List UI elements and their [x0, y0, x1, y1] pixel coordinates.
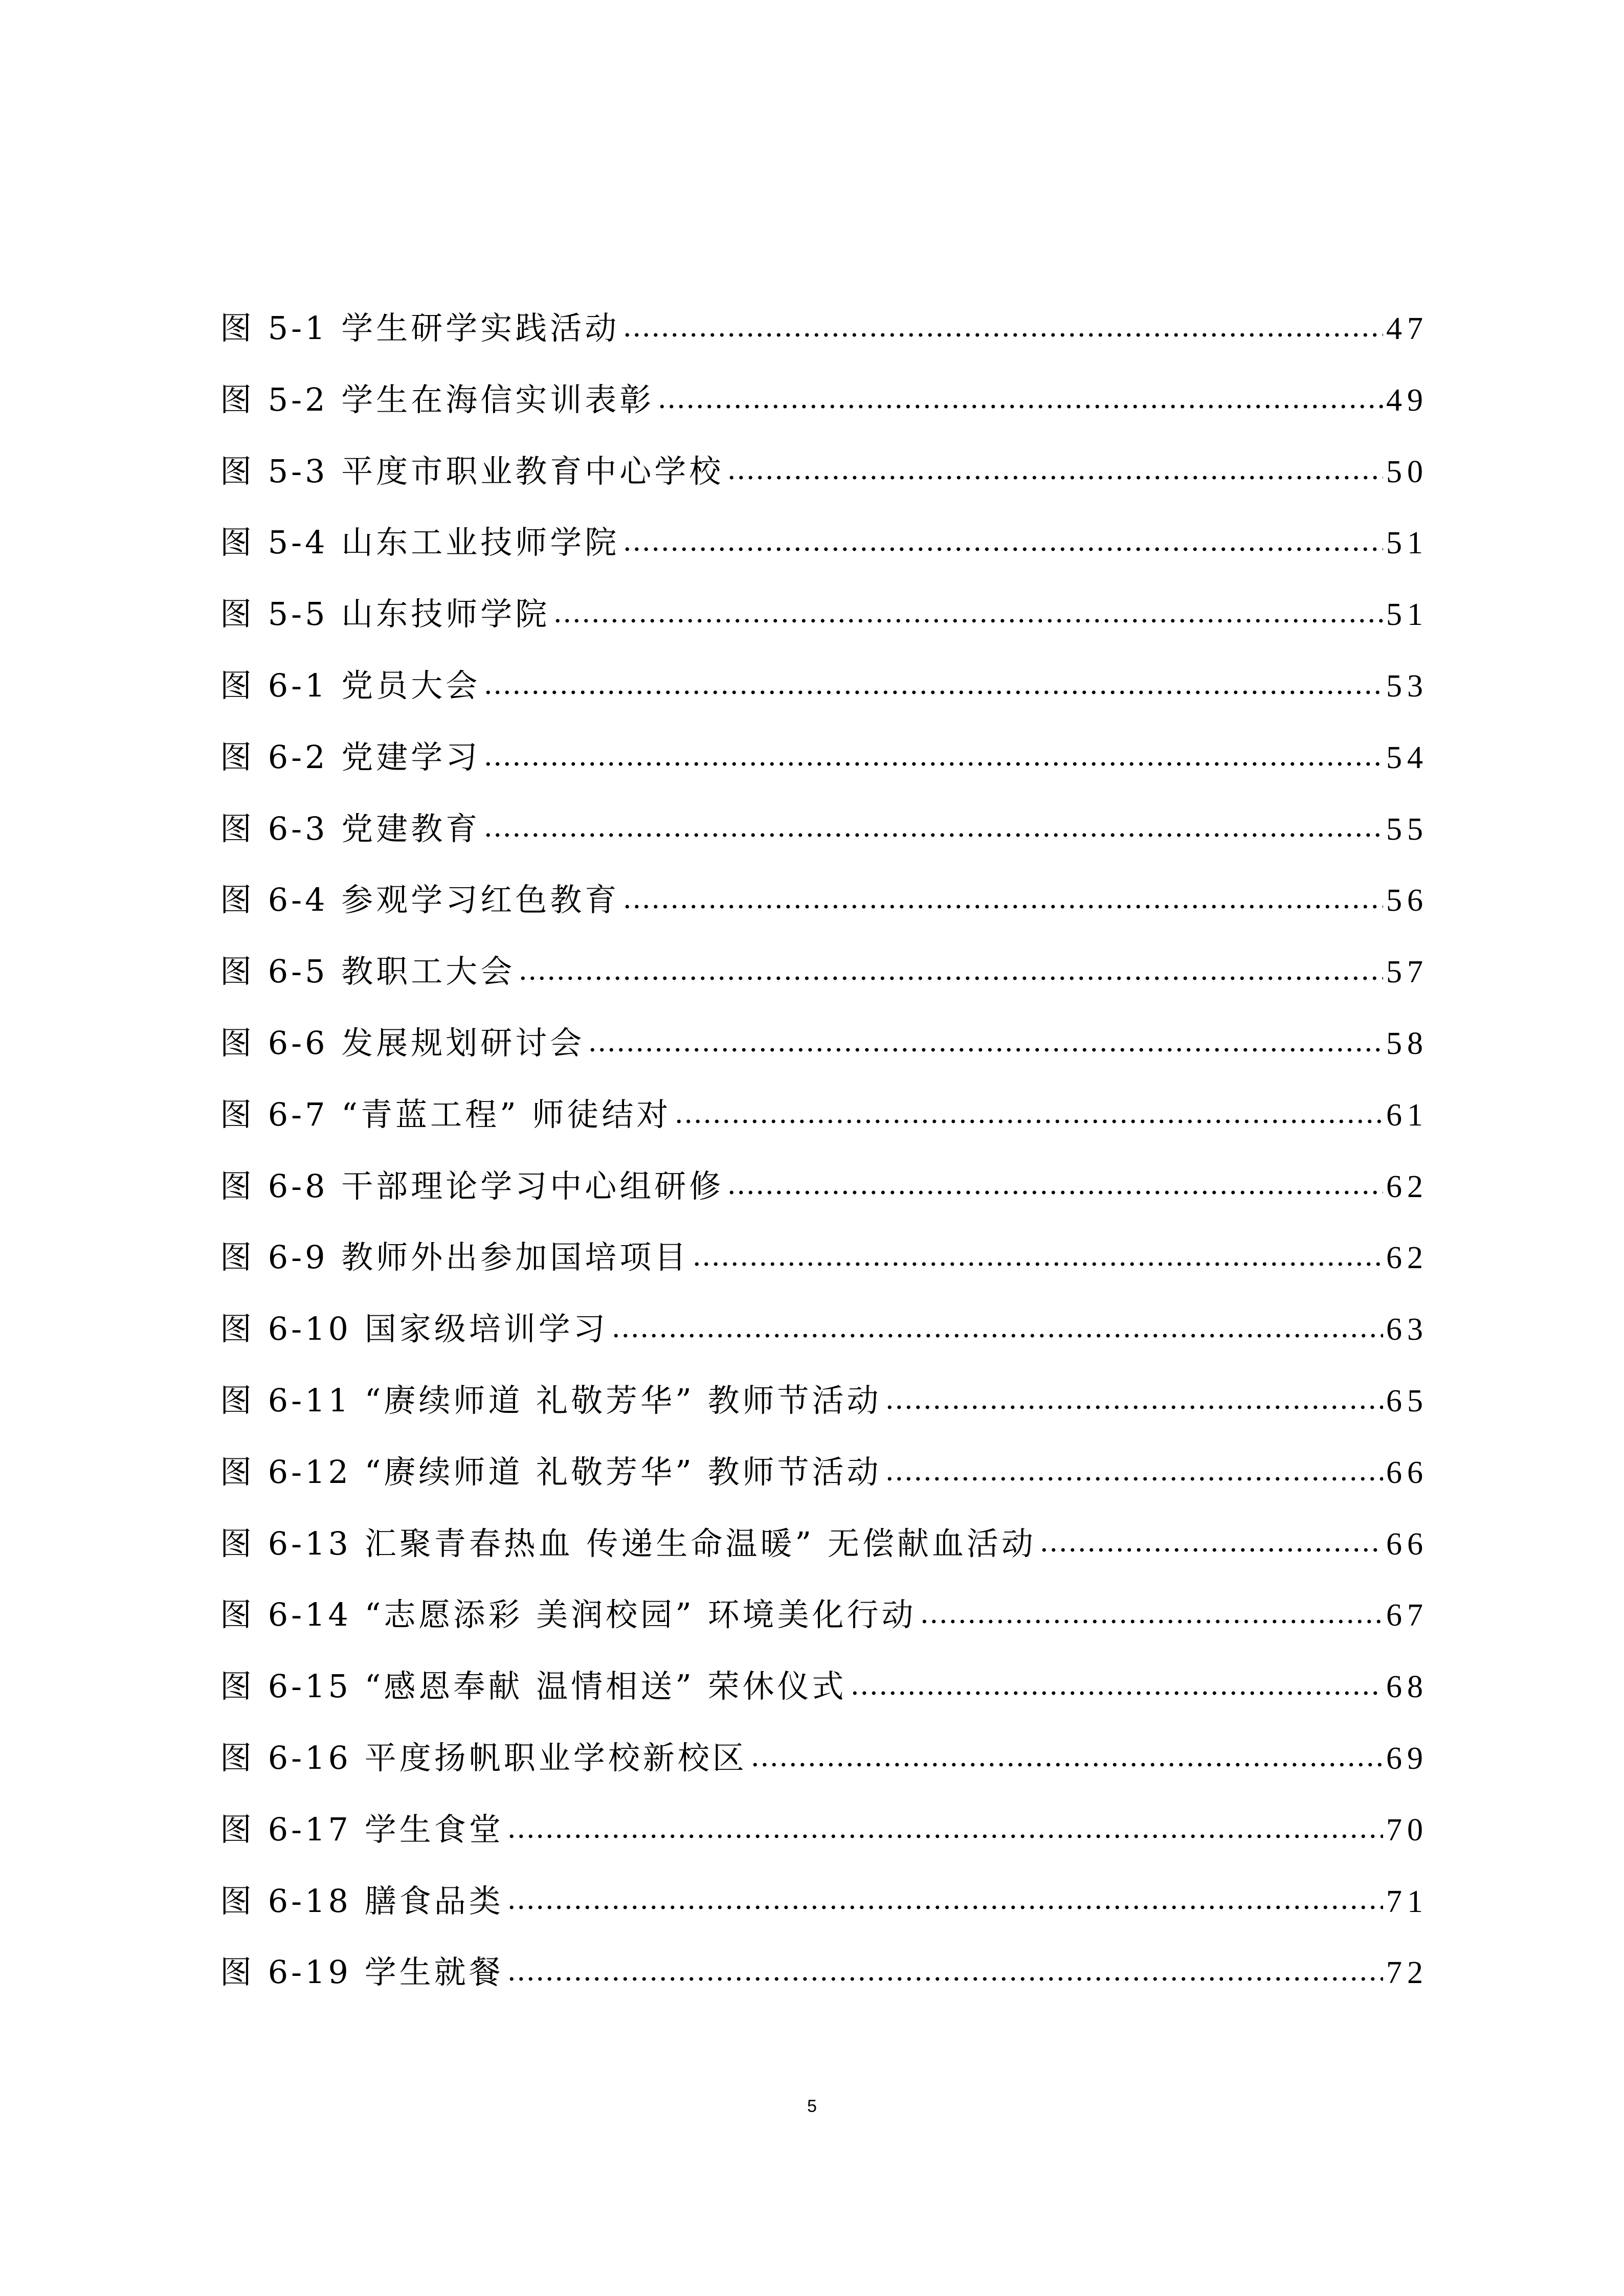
dot-leader [518, 973, 1383, 983]
entry-page: 61 [1386, 1097, 1428, 1133]
toc-entry[interactable] [220, 864, 1428, 936]
entry-page: 47 [1386, 311, 1428, 346]
toc-entry[interactable] [220, 936, 1428, 1007]
toc-entry[interactable] [220, 722, 1428, 793]
entry-label: 图 6-14 “志愿添彩 美润校园” 环境美化行动 [220, 1596, 917, 1634]
toc-entry[interactable] [220, 1293, 1428, 1365]
entry-page: 66 [1386, 1455, 1428, 1490]
entry-label: 图 5-2 学生在海信实训表彰 [220, 380, 655, 418]
dot-leader [657, 401, 1383, 412]
toc-entry[interactable] [220, 1508, 1428, 1580]
entry-label: 图 6-6 发展规划研讨会 [220, 1024, 585, 1062]
dot-leader [622, 330, 1383, 340]
entry-label: 图 5-4 山东工业技师学院 [220, 524, 620, 561]
entry-page: 67 [1386, 1598, 1428, 1633]
entry-page: 49 [1386, 382, 1428, 418]
toc-entry[interactable] [220, 1651, 1428, 1722]
dot-leader [483, 687, 1383, 697]
dot-leader [588, 1045, 1383, 1055]
entry-label: 图 5-3 平度市职业教育中心学校 [220, 452, 724, 490]
entry-label: 图 6-11 “赓续师道 礼敬芳华” 教师节活动 [220, 1381, 882, 1419]
dot-leader [850, 1688, 1383, 1698]
entry-page: 63 [1386, 1312, 1428, 1347]
entry-label: 图 6-1 党员大会 [220, 666, 481, 704]
entry-label: 图 6-15 “感恩奉献 温情相送” 荣休仪式 [220, 1668, 847, 1705]
toc-entry[interactable] [220, 292, 1428, 364]
entry-page: 56 [1386, 883, 1428, 918]
entry-page: 57 [1386, 955, 1428, 990]
dot-leader [727, 472, 1383, 483]
entry-label: 图 6-3 党建教育 [220, 809, 481, 847]
dot-leader [622, 902, 1383, 912]
toc-entry[interactable] [220, 1151, 1428, 1222]
entry-page: 69 [1386, 1741, 1428, 1776]
dot-leader [674, 1116, 1383, 1127]
entry-page: 58 [1386, 1026, 1428, 1061]
dot-leader [553, 616, 1383, 626]
toc-entry[interactable] [220, 1079, 1428, 1151]
entry-page: 71 [1386, 1884, 1428, 1919]
entry-page: 55 [1386, 812, 1428, 847]
toc-entry[interactable] [220, 507, 1428, 578]
entry-label: 图 6-8 干部理论学习中心组研修 [220, 1167, 724, 1205]
dot-leader [622, 544, 1383, 554]
toc-entry[interactable] [220, 793, 1428, 865]
toc-entry[interactable] [220, 1222, 1428, 1293]
entry-page: 51 [1386, 526, 1428, 561]
entry-page: 70 [1386, 1812, 1428, 1848]
entry-label: 图 6-4 参观学习红色教育 [220, 881, 620, 919]
toc-entry[interactable] [220, 1937, 1428, 2008]
entry-label: 图 6-2 党建学习 [220, 738, 481, 776]
entry-label: 图 6-10 国家级培训学习 [220, 1310, 608, 1348]
toc-entry[interactable] [220, 1579, 1428, 1651]
entry-page: 66 [1386, 1526, 1428, 1562]
entry-page: 54 [1386, 740, 1428, 775]
entry-page: 53 [1386, 668, 1428, 704]
entry-label: 图 5-1 学生研学实践活动 [220, 309, 620, 347]
entry-page: 65 [1386, 1383, 1428, 1419]
dot-leader [483, 830, 1383, 840]
dot-leader [507, 1974, 1383, 1984]
toc-entry[interactable] [220, 1436, 1428, 1508]
dot-leader [1039, 1545, 1383, 1555]
entry-label: 图 6-12 “赓续师道 礼敬芳华” 教师节活动 [220, 1453, 882, 1491]
entry-page: 62 [1386, 1169, 1428, 1204]
entry-label: 图 6-18 膳食品类 [220, 1882, 504, 1920]
entry-label: 图 6-7 “青蓝工程” 师徒结对 [220, 1095, 672, 1133]
page-footer-number: 5 [807, 2097, 817, 2116]
entry-label: 图 6-19 学生就餐 [220, 1953, 504, 1991]
toc-entry[interactable] [220, 1722, 1428, 1794]
entry-page: 72 [1386, 1955, 1428, 1991]
entry-page: 68 [1386, 1670, 1428, 1705]
entry-page: 51 [1386, 597, 1428, 633]
entry-label: 图 5-5 山东技师学院 [220, 595, 550, 633]
dot-leader [920, 1616, 1383, 1627]
dot-leader [692, 1259, 1383, 1269]
toc-entry[interactable] [220, 1865, 1428, 1937]
entry-page: 62 [1386, 1241, 1428, 1276]
dot-leader [885, 1402, 1383, 1412]
dot-leader [507, 1831, 1383, 1841]
entry-label: 图 6-9 教师外出参加国培项目 [220, 1239, 689, 1276]
toc-entry[interactable] [220, 578, 1428, 650]
dot-leader [483, 759, 1383, 769]
dot-leader [885, 1474, 1383, 1484]
entry-label: 图 6-17 学生食堂 [220, 1810, 504, 1848]
toc-entry[interactable] [220, 1365, 1428, 1436]
dot-leader [611, 1331, 1383, 1341]
dot-leader [750, 1760, 1383, 1770]
toc-entry[interactable] [220, 1007, 1428, 1079]
dot-leader [727, 1187, 1383, 1198]
toc-entry[interactable] [220, 364, 1428, 436]
dot-leader [507, 1902, 1383, 1912]
toc-entry[interactable] [220, 650, 1428, 722]
toc-entry[interactable] [220, 436, 1428, 507]
toc-entry[interactable] [220, 1794, 1428, 1865]
entry-page: 50 [1386, 454, 1428, 489]
figure-list [220, 292, 1428, 2008]
entry-label: 图 6-13 汇聚青春热血 传递生命温暖” 无偿献血活动 [220, 1524, 1036, 1562]
entry-label: 图 6-5 教职工大会 [220, 953, 516, 991]
entry-label: 图 6-16 平度扬帆职业学校新校区 [220, 1739, 747, 1776]
